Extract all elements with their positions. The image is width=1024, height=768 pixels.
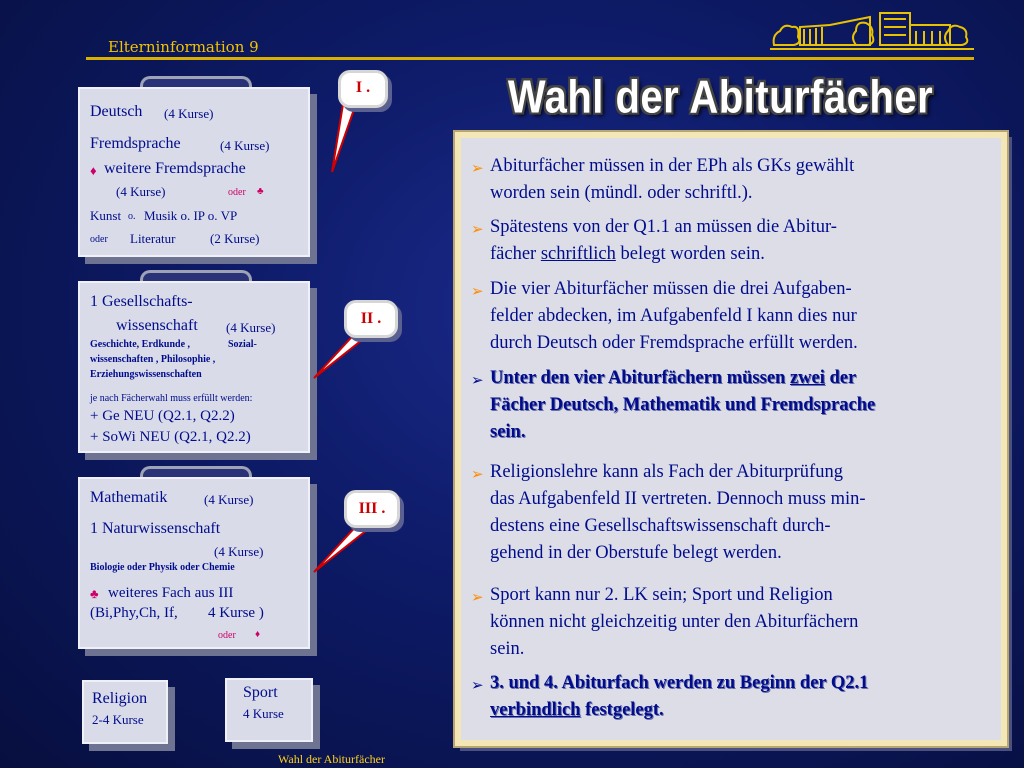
callout-two: II . [344,300,398,338]
rule4-line2: Fächer Deutsch, Mathematik und Fremdsprache [490,395,876,415]
fach-list: (Bi,Phy,Ch, If, [90,605,178,621]
kunst-label: Kunst [90,208,122,223]
rule5-line2: das Aufgabenfeld II vertreten. Dennoch muss min- [490,489,866,509]
oder2-label: oder [90,234,108,245]
diamond-icon: ♦ [255,629,261,640]
oder-label: oder [218,630,236,641]
literatur-label: Literatur [130,231,176,246]
ge-neu: + Ge NEU (Q2.1, Q2.2) [90,408,235,424]
rule2-underlined: schriftlich [540,244,616,264]
club-icon: ♣ [257,186,264,197]
field-two-box [78,281,310,453]
rule4-pre: Unter den vier Abiturfächern müssen [490,368,790,388]
rule1-line1: Abiturfächer müssen in der EPh als GKs gewählt [490,156,855,176]
gesellschaft-label: 1 Gesellschafts- [90,293,193,310]
religion-box [82,680,168,744]
header-title: Elterninformation 9 [108,38,259,56]
rule6-line1: Sport kann nur 2. LK sein; Sport und Religion [490,585,833,605]
rule5-line1: Religionslehre kann als Fach der Abiturprüfung [490,462,843,482]
rule7-line2 [490,697,664,724]
footer-title: Wahl der Abiturfächer [278,752,385,766]
subjects-line3: Erziehungswissenschaften [90,369,202,380]
rule5-line4: gehend in der Oberstufe belegt werden. [490,543,782,563]
rule4-line1 [490,365,856,392]
fach-kurse: 4 Kurse ) [208,605,264,621]
bullet-arrow-icon: ➢ [471,678,484,694]
header-divider [86,57,974,60]
rule1-line2: worden sein (mündl. oder schriftl.). [490,183,753,203]
rule7-underlined: verbindlich [490,700,581,720]
rule4-underlined: zwei [789,368,825,388]
rule2-line2 [490,241,765,268]
subjects-line1b: Sozial- [228,339,257,350]
weitere-fremdsprache-label: weitere Fremdsprache [104,160,246,177]
rule3-line1: Die vier Abiturfächer müssen die drei Aufgaben- [490,279,852,299]
bullet-arrow-icon: ➢ [471,284,484,300]
wissenschaft-kurse: (4 Kurse) [226,320,276,335]
kunst-o-label: o. [128,211,136,222]
sport-label: Sport [243,684,278,701]
rule2-line1: Spätestens von der Q1.1 an müssen die Abitur- [490,217,837,237]
deutsch-label: Deutsch [90,103,143,120]
fremdsprache-label: Fremdsprache [90,135,181,152]
religion-label: Religion [92,690,148,707]
fremdsprache-kurse: (4 Kurse) [220,138,270,153]
nw-subjects: Biologie oder Physik oder Chemie [90,562,235,573]
subjects-line2: wissenschaften , Philosophie , [90,354,216,365]
naturwissenschaft-kurse: (4 Kurse) [214,544,264,559]
school-building-logo [770,5,975,55]
club-icon: ♣ [90,586,99,601]
rule2-pre: fächer [490,244,541,264]
rule3-line2: felder abdecken, im Aufgabenfeld I kann dies nur [490,306,857,326]
rule7-line1: 3. und 4. Abiturfach werden zu Beginn der Q2.1 [490,673,869,693]
bullet-arrow-icon: ➢ [471,373,484,389]
wissenschaft-label: wissenschaft [116,317,198,334]
rule3-line3: durch Deutsch oder Fremdsprache erfüllt werden. [490,333,858,353]
mathematik-label: Mathematik [90,489,168,506]
oder-label: oder [228,187,246,198]
rule6-line2: können nicht gleichzeitig unter den Abiturfächern [490,612,859,632]
bullet-arrow-icon: ➢ [471,222,484,238]
rule4-line3: sein. [490,422,526,442]
callout-three: III . [344,490,400,528]
naturwissenschaft-label: 1 Naturwissenschaft [90,520,221,537]
field-one-box [78,87,310,257]
field-three-box [78,477,310,649]
sport-box [225,678,313,742]
mathematik-kurse: (4 Kurse) [204,492,254,507]
page-title: Wahl der Abiturfächer [507,72,934,123]
rule7-post: festgelegt. [580,700,664,720]
subjects-line1: Geschichte, Erdkunde , [90,339,191,350]
weitere-kurse: (4 Kurse) [116,184,166,199]
weiteres-fach-label: weiteres Fach aus III [108,585,234,601]
deutsch-kurse: (4 Kurse) [164,106,214,121]
callout-one: I . [338,70,388,108]
bullet-arrow-icon: ➢ [471,590,484,606]
musik-label: Musik o. IP o. VP [144,208,238,223]
rule4-post: der [824,368,857,388]
diamond-icon: ♦ [90,163,97,178]
sowi-neu: + SoWi NEU (Q2.1, Q2.2) [90,429,251,445]
bullet-arrow-icon: ➢ [471,467,484,483]
bullet-arrow-icon: ➢ [471,161,484,177]
sport-kurse: 4 Kurse [243,706,284,721]
religion-kurse: 2-4 Kurse [92,712,144,727]
literatur-kurse: (2 Kurse) [210,231,260,246]
rule6-line3: sein. [490,639,525,659]
requirement-note: je nach Fächerwahl muss erfüllt werden: [90,393,253,404]
rule5-line3: destens eine Gesellschaftswissenschaft durch- [490,516,831,536]
rule2-post: belegt worden sein. [615,244,765,264]
